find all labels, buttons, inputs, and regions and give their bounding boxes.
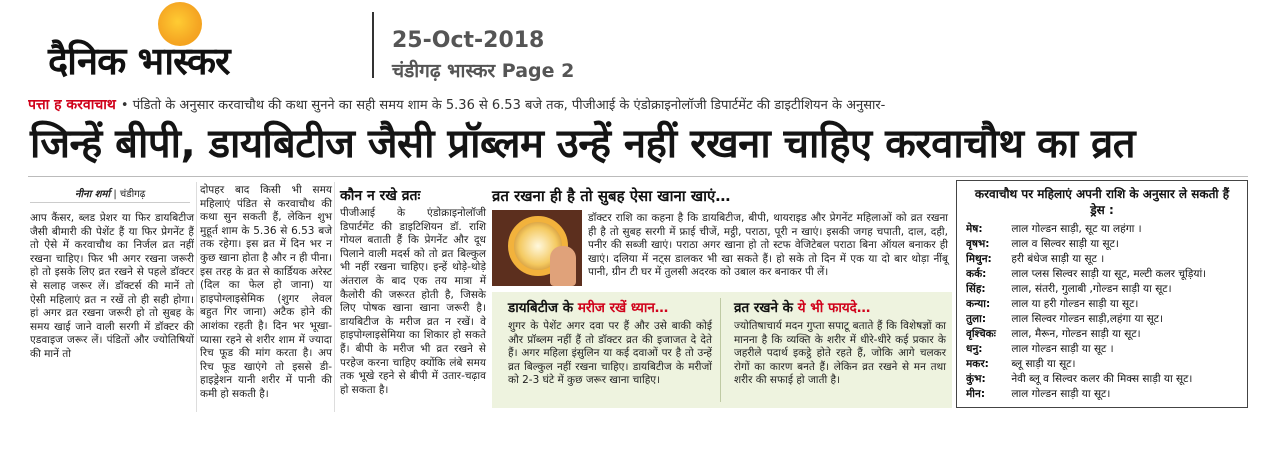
list-item: कर्क: लाल प्लस सिल्वर साड़ी या सूट, मल्टी कलर चूड़ियां। (966, 268, 1207, 280)
list-item: वृषभ: लाल व सिल्वर साड़ी या सूट। (966, 238, 1119, 250)
list-item: मीन: लाल गोल्डन साड़ी या सूट। (966, 388, 1111, 400)
list-item: मेष: लाल गोल्डन साड़ी, सूट या लहंगा । (966, 223, 1142, 235)
diabetes-text-block (508, 320, 712, 388)
list-item: तुला: लाल सिल्वर गोल्डन साड़ी,लहंगा या सूट। (966, 313, 1163, 325)
karwa-chauth-sieve-photo (492, 210, 582, 286)
zodiac-dress-heading: करवाचौथ पर महिलाएं अपनी राशि के अनुसार ले सकती हैं ड्रेस : (974, 187, 1230, 217)
list-item: कुंभ: नेवी ब्लू व सिल्वर कलर की मिक्स साड़ी या सूट। (966, 373, 1193, 385)
article-column-2 (200, 184, 332, 402)
article-column-3 (340, 207, 486, 397)
who-should-not-fast-heading: कौन न रखे व्रतः (340, 188, 421, 204)
edition-date: 25-Oct-2018 (392, 28, 545, 53)
teaser-text: • पंडितो के अनुसार करवाचौथ की कथा सुनने का सही समय शाम के 5.36 से 6.53 बजे तक, पीजीआई के एंडोक्राइनोलॉजी डिपार्टमेंट की डाइटीशियन के अनुसार- (120, 98, 886, 113)
benefits-text: ज्योतिषाचार्य मदन गुप्ता सपाटू बताते हैं कि विशेषज्ञों का मानना है कि व्यक्ति के शरीर में धीरे-धीरे कई प्रकार के जहरीले पदार्थ इकट्ठे होते रहते हैं, जोकि आगे चलकर रोगों का कारण बनते हैं। लेकिन व्रत रखने से मन तथा शरीर की सफाई हो जाती है। (734, 320, 946, 387)
list-item: सिंह: लाल, संतरी, गुलाबी ,गोल्डन साड़ी या सूट। (966, 283, 1172, 295)
list-item: मकर: ब्लू साड़ी या सूट। (966, 358, 1076, 370)
diabetes-heading: डायबिटीज के मरीज रखें ध्यान… (508, 300, 669, 316)
zodiac-dress-list (966, 222, 1244, 402)
list-item: मिथुन: हरी बंधेज साड़ी या सूट । (966, 253, 1105, 265)
column-2-text: दोपहर बाद किसी भी समय महिलाएं पंडित से करवाचौथ की कथा सुन सकती हैं, लेकिन शुभ मुहूर्त शाम के 5.36 से 6.53 बजे तक रहेगा। इस व्रत में दिन भर न कुछ खाना होता है और न ही पीना। इस तरह के व्रत से कार्डियक अरेस्ट (दिल का फेल हो जाना) या हाइपोग्लाइसेमिक (शुगर लेवल बहुत गिर जाना) अटैक होने की आशंका रहती है। दिन भर भूखा-प्यासा रहने से शरीर शाम में ज्यादा रिच फूड की मांग करता है। अप रिच फूड खाएंगे तो इससे डी-हाइड्रेशन यानी शरीर में पानी की कमी हो सकती है। (200, 184, 332, 400)
info-box-divider (720, 298, 721, 402)
byline-rule (30, 202, 190, 203)
headline-rule (28, 176, 1248, 177)
byline-place: चंडीगढ़ (119, 189, 146, 200)
list-item: वृश्चिकः लाल, मैरून, गोल्डन साड़ी या सूट। (966, 328, 1141, 340)
article-column-1 (30, 212, 194, 362)
masthead (0, 0, 1280, 88)
byline: नीना शर्मा | चंडीगढ़ (75, 189, 146, 200)
newspaper-logo[interactable]: दैनिक भास्कर (48, 39, 230, 83)
diabetes-text: शुगर के पेशेंट अगर दवा पर हैं और उसे बाकी कोई और प्रॉब्लम नहीं हैं तो डॉक्टर व्रत की इजाजत दे देते हैं। अगर महिला इंसुलिन या कई दवाओं पर है तो उन्हें व्रत बिल्कुल नहीं रखना चाहिए। डायबिटीज के मरीजों को 2-3 घंटे में कुछ जरूर खाना चाहिए। (508, 320, 712, 387)
list-item: धनु: लाल गोल्डन साड़ी या सूट । (966, 343, 1114, 355)
column-1-text: आप कैंसर, ब्लड प्रेशर या फिर डायबिटीज जैसी बीमारी की पेशेंट हैं या फिर प्रेगनेंट हैं तो ऐसे में करवाचौथ का निर्जल व्रत नहीं रखना चाहिए। फिर भी अगर रखना जरूरी हो तो इसके लिए व्रत रखने से पहले डॉक्टर से सलाह जरूर लें। डॉक्टर्स की मानें तो ऐसी महिलाएं व्रत न रखें तो ही सही होगा। हां अगर व्रत रखना जरूरी हो तो सुबह के समय खाई जाने वाली सरगी में डॉक्टर की एडवाइज जरूर लें। पंडितों और ज्योतिषियों की मानें तो (30, 212, 194, 360)
column-divider (334, 182, 335, 412)
header-divider (372, 12, 374, 78)
column-divider (196, 182, 197, 412)
cropped-teaser-strip (28, 94, 1268, 114)
diet-heading: व्रत रखना ही है तो सुबह ऐसा खाना खाएं… (492, 187, 731, 205)
diet-text-block (588, 212, 948, 280)
hand-icon (550, 246, 576, 286)
column-3-text: पीजीआई के एंडोक्राइनोलॉजी डिपार्टमेंट की डाइटिशियन डॉ. राशि गोयल बताती हैं कि प्रेगनेंट और दूध पिलाने वाली मदर्स को तो व्रत बिल्कुल भी नहीं रखना चाहिए। इन्हें थोड़े-थोड़े अंतराल के बाद एक तय मात्रा में कैलोरी की जरूरत होती है, जिसके लिए पोषक खाना खाना जरूरी है। डायबिटीज के मरीज व्रत न रखें। वे हाइपोग्लाइसेमिया का शिकार हो सकते हैं। बीपी के मरीज भी व्रत रखने से परहेज करना चाहिए क्योंकि लंबे समय तक भूखे रहने से बीपी में उतार-चढ़ाव हो सकता है। (340, 207, 486, 396)
list-item: कन्या: लाल या हरी गोल्डन साड़ी या सूट। (966, 298, 1139, 310)
benefits-heading: व्रत रखने के ये भी फायदे… (734, 300, 871, 316)
benefits-text-block (734, 320, 946, 388)
teaser-kicker: पत्ता ह करवाचाथ (28, 97, 116, 113)
article-headline: जिन्हें बीपी, डायबिटीज जैसी प्रॉब्लम उन्हें नहीं रखना चाहिए करवाचौथ का व्रत (30, 121, 1136, 167)
edition-page: चंडीगढ़ भास्कर Page 2 (392, 60, 575, 82)
diet-text: डॉक्टर राशि का कहना है कि डायबिटीज, बीपी, थायराइड और प्रेगनेंट महिलाओं को व्रत रखना ही है तो सुबह सरगी में फ्राई चीजें, मट्ठी, पराठा, पूरी न खाएं। इसकी जगह चपाती, दाल, दही, पनीर की सब्जी खाएं। पराठा अगर खाना हो तो स्टफ वेजिटेबल पराठा बिना ऑयल बनाकर ही खाएं। दलिया में नट्स डालकर भी खा सकते हैं। हो सके तो दिन में एक या दो बार थोड़ा नींबू पानी, ग्रीन टी घर में तुलसी अदरक को उबाल कर बनाकर पी लें। (588, 212, 948, 279)
byline-author: नीना शर्मा (75, 189, 111, 200)
